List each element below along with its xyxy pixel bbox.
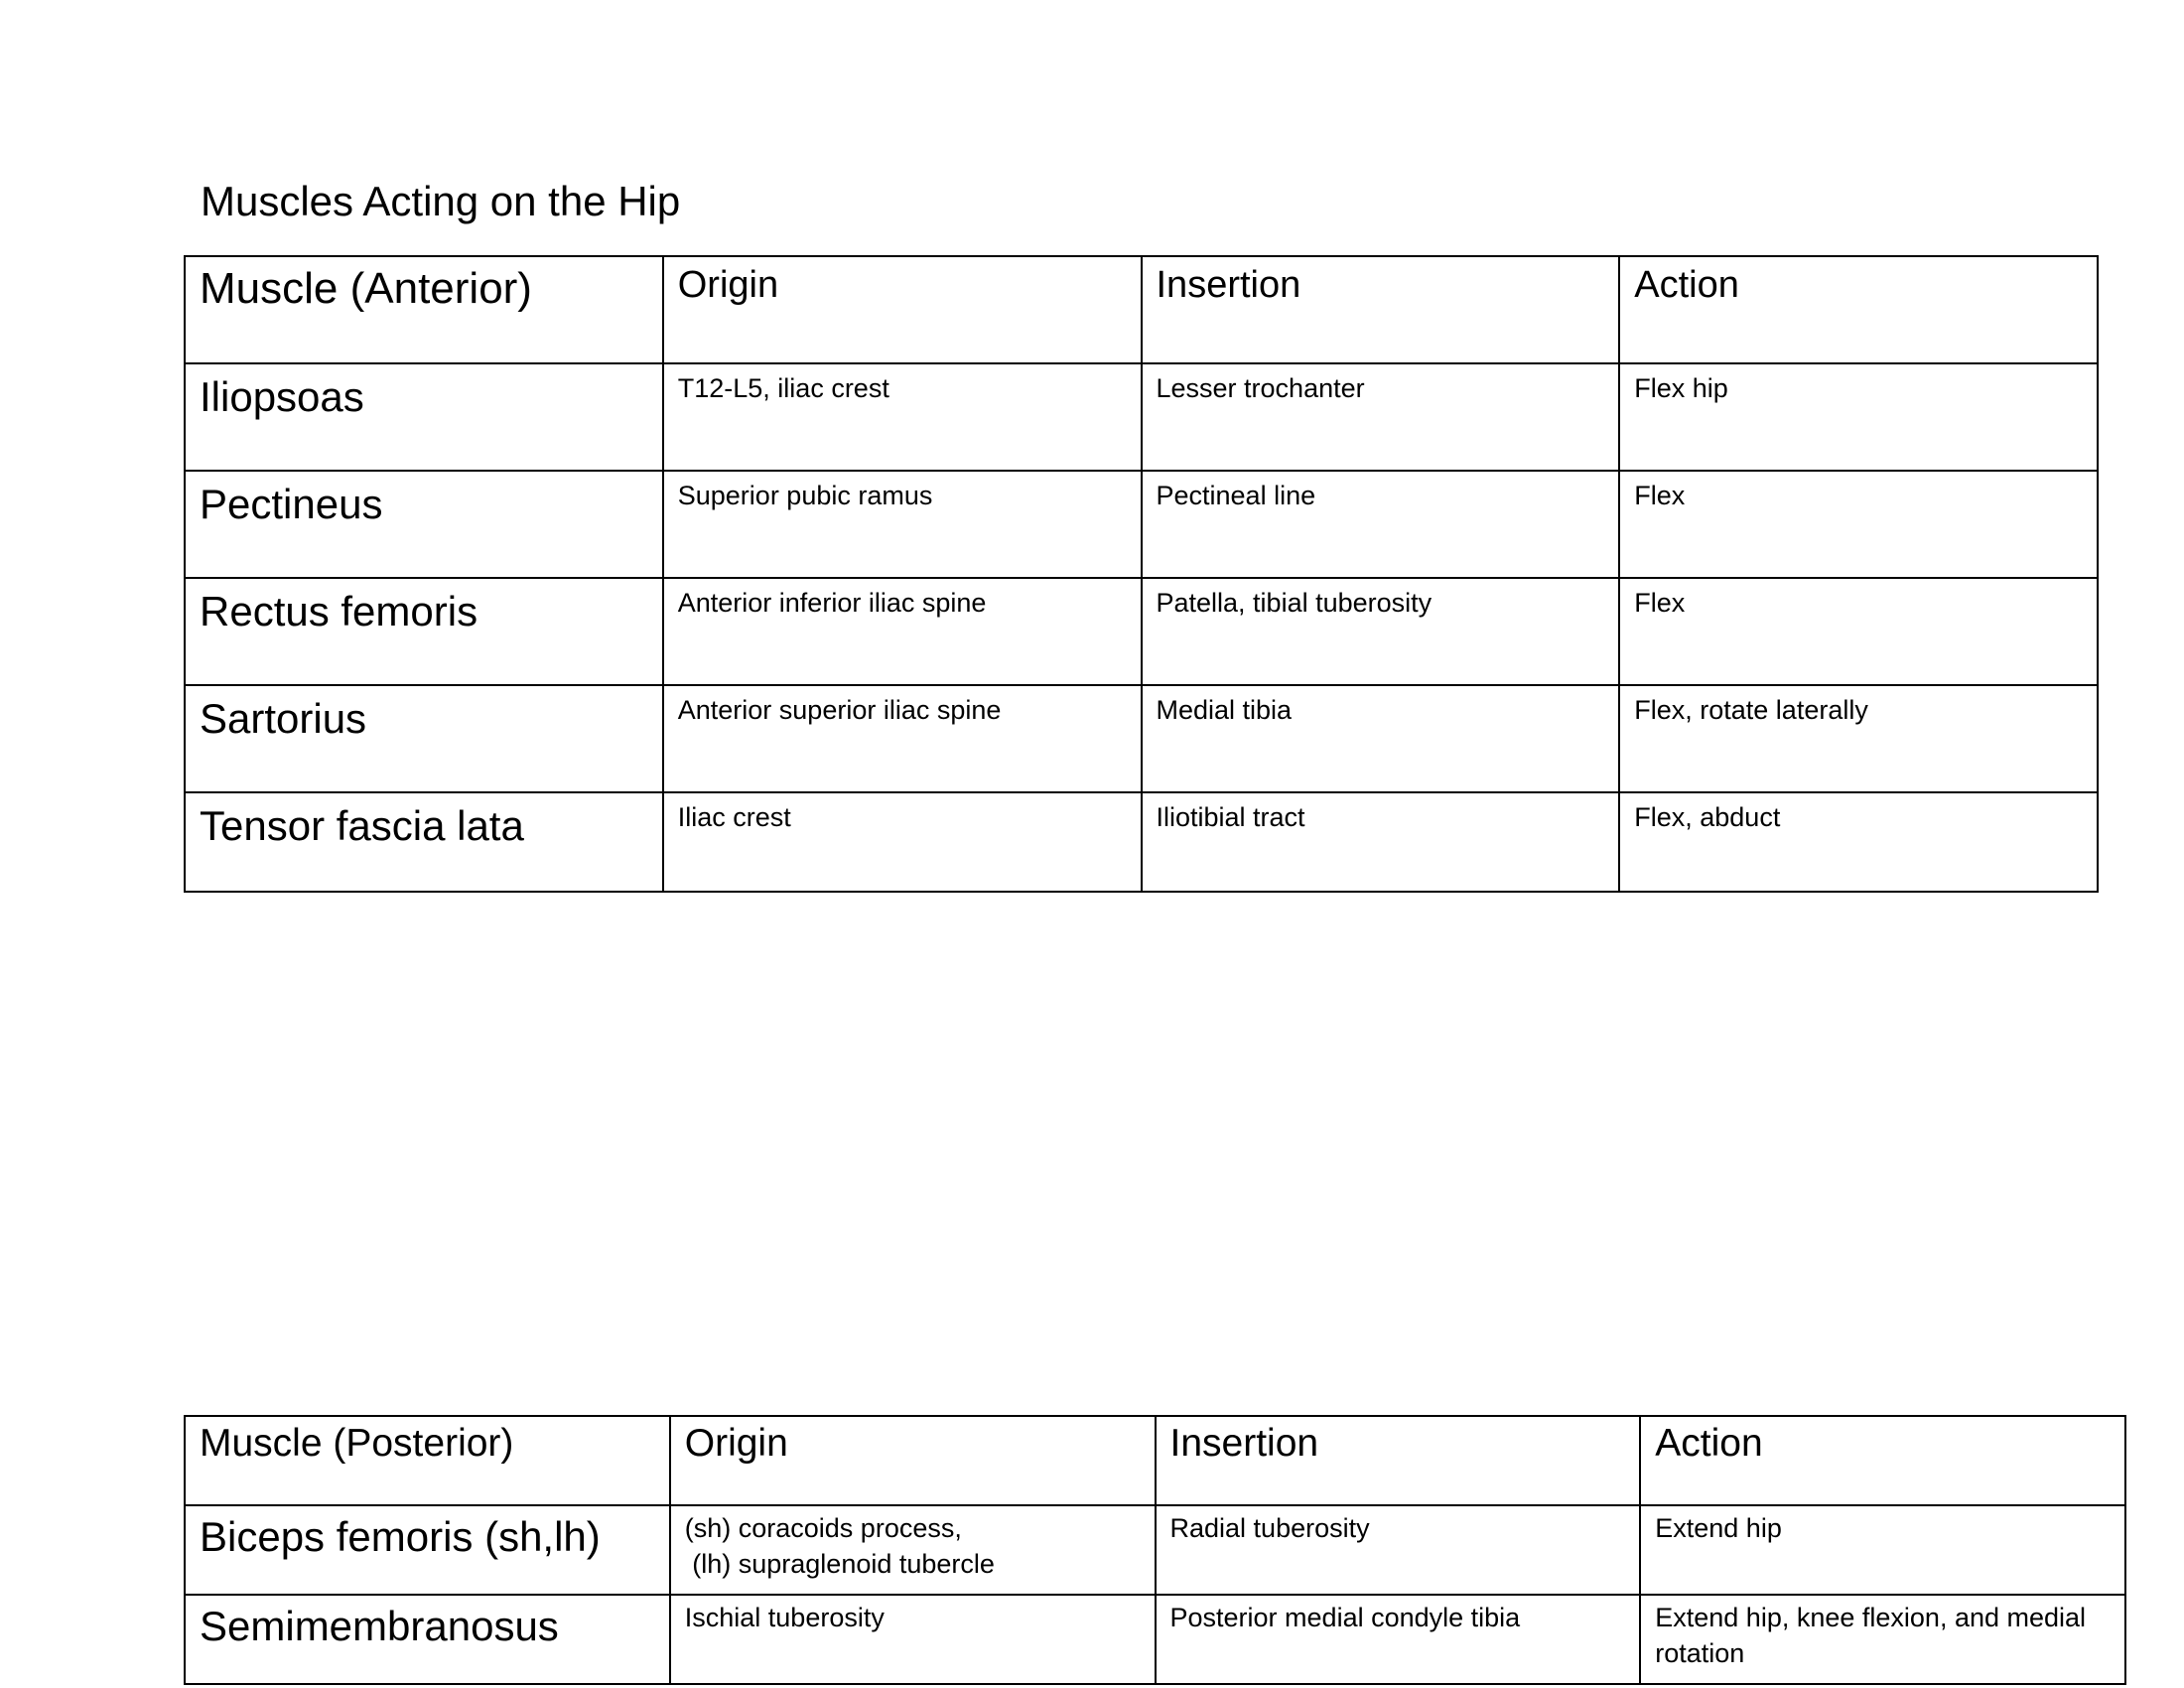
origin-cell: Anterior inferior iliac spine — [663, 578, 1142, 685]
table-row — [185, 363, 2098, 471]
action-cell: Extend hip, knee flexion, and medial rotation — [1640, 1595, 2125, 1684]
origin-cell: T12-L5, iliac crest — [663, 363, 1142, 471]
action-cell: Extend hip — [1640, 1505, 2125, 1595]
header-insertion: Insertion — [1156, 1416, 1641, 1505]
muscle-name: Iliopsoas — [185, 363, 663, 471]
header-action: Action — [1619, 256, 2098, 363]
action-cell: Flex hip — [1619, 363, 2098, 471]
muscle-name: Sartorius — [185, 685, 663, 792]
table-row — [185, 471, 2098, 578]
header-origin: Origin — [670, 1416, 1156, 1505]
insertion-cell: Posterior medial condyle tibia — [1156, 1595, 1641, 1684]
action-cell: Flex, rotate laterally — [1619, 685, 2098, 792]
action-cell: Flex — [1619, 578, 2098, 685]
action-cell: Flex, abduct — [1619, 792, 2098, 892]
insertion-cell: Patella, tibial tuberosity — [1142, 578, 1620, 685]
origin-cell: Iliac crest — [663, 792, 1142, 892]
table-row — [185, 685, 2098, 792]
posterior-muscles-table — [184, 1415, 2126, 1685]
muscle-name: Pectineus — [185, 471, 663, 578]
action-cell: Flex — [1619, 471, 2098, 578]
origin-line: (lh) supraglenoid tubercle — [684, 1549, 995, 1580]
insertion-cell: Medial tibia — [1142, 685, 1620, 792]
page-title: Muscles Acting on the Hip — [201, 178, 681, 224]
insertion-cell: Pectineal line — [1142, 471, 1620, 578]
anterior-muscles-table — [184, 255, 2099, 893]
insertion-cell: Iliotibial tract — [1142, 792, 1620, 892]
muscle-name: Semimembranosus — [185, 1595, 670, 1684]
origin-cell: Ischial tuberosity — [670, 1595, 1156, 1684]
header-origin: Origin — [663, 256, 1142, 363]
table-row — [185, 578, 2098, 685]
header-muscle: Muscle (Anterior) — [185, 256, 663, 363]
header-muscle: Muscle (Posterior) — [185, 1416, 670, 1505]
muscle-name: Biceps femoris (sh,lh) — [185, 1505, 670, 1595]
origin-line: (sh) coracoids process, — [684, 1513, 962, 1543]
insertion-cell: Radial tuberosity — [1156, 1505, 1641, 1595]
table-row — [185, 1595, 2125, 1684]
origin-cell — [670, 1505, 1156, 1595]
table-row — [185, 1505, 2125, 1595]
table-row — [185, 792, 2098, 892]
muscle-name: Rectus femoris — [185, 578, 663, 685]
header-insertion: Insertion — [1142, 256, 1620, 363]
table-header-row — [185, 1416, 2125, 1505]
muscle-name: Tensor fascia lata — [185, 792, 663, 892]
insertion-cell: Lesser trochanter — [1142, 363, 1620, 471]
origin-cell: Superior pubic ramus — [663, 471, 1142, 578]
table-header-row — [185, 256, 2098, 363]
header-action: Action — [1640, 1416, 2125, 1505]
origin-cell: Anterior superior iliac spine — [663, 685, 1142, 792]
